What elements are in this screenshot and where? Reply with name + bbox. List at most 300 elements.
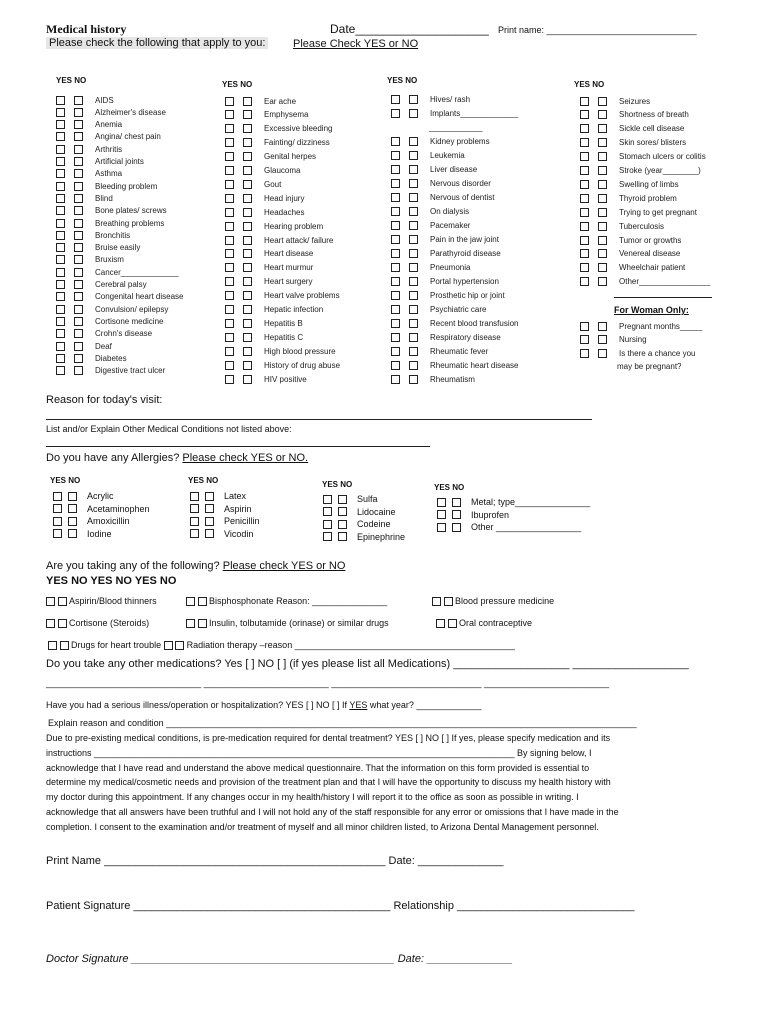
no-checkbox[interactable]	[338, 507, 347, 516]
allergy-label: Amoxicillin	[87, 516, 130, 526]
yes-checkbox[interactable]	[56, 182, 65, 191]
no-checkbox[interactable]	[243, 249, 252, 258]
no-checkbox[interactable]	[598, 166, 607, 175]
yes-checkbox[interactable]	[56, 255, 65, 264]
yes-checkbox[interactable]	[225, 375, 234, 384]
condition-row	[391, 135, 490, 147]
yes-checkbox[interactable]	[225, 277, 234, 286]
condition-row	[225, 109, 308, 121]
condition-row	[580, 262, 685, 274]
yes-checkbox[interactable]	[391, 333, 400, 342]
yes-checkbox[interactable]	[580, 138, 589, 147]
no-checkbox[interactable]	[409, 165, 418, 174]
yes-checkbox[interactable]	[580, 335, 589, 344]
yes-checkbox[interactable]	[580, 277, 589, 286]
no-checkbox[interactable]	[409, 151, 418, 160]
condition-row	[225, 276, 312, 288]
no-checkbox[interactable]	[205, 517, 214, 526]
condition-row	[580, 137, 686, 149]
yes-checkbox[interactable]	[225, 222, 234, 231]
insulin-no-checkbox[interactable]	[198, 619, 207, 628]
insulin-yes-checkbox[interactable]	[186, 619, 195, 628]
doctor-signature[interactable]: Doctor Signature ___________________________________________ Date: ______________	[46, 953, 513, 965]
no-checkbox[interactable]	[598, 138, 607, 147]
condition-row	[225, 220, 323, 232]
yes-checkbox[interactable]	[225, 152, 234, 161]
yes-checkbox[interactable]	[225, 124, 234, 133]
yes-checkbox[interactable]	[225, 194, 234, 203]
no-checkbox[interactable]	[74, 206, 83, 215]
yes-checkbox[interactable]	[580, 208, 589, 217]
no-checkbox[interactable]	[598, 263, 607, 272]
no-checkbox[interactable]	[409, 207, 418, 216]
no-checkbox[interactable]	[68, 492, 77, 501]
no-checkbox[interactable]	[205, 492, 214, 501]
illness-explain[interactable]: Explain reason and condition ______________________________________________________________________________________________	[48, 718, 637, 728]
condition-row	[391, 93, 470, 105]
yes-checkbox[interactable]	[580, 152, 589, 161]
no-checkbox[interactable]	[409, 193, 418, 202]
reason-line[interactable]	[46, 419, 592, 420]
radiation-no-checkbox[interactable]	[175, 641, 184, 650]
yes-checkbox[interactable]	[225, 291, 234, 300]
condition-label: Rheumatism	[430, 374, 475, 384]
condition-label: Asthma	[95, 169, 123, 179]
yes-checkbox[interactable]	[323, 520, 332, 529]
condition-row	[225, 192, 304, 204]
no-checkbox[interactable]	[243, 361, 252, 370]
condition-label: Heart attack/ failure	[264, 235, 334, 245]
yes-checkbox[interactable]	[190, 504, 199, 513]
other-meds-question[interactable]: Do you take any other medications? Yes [ ] NO [ ] (if yes please list all Medications) ___________________ ___________________	[46, 658, 689, 670]
contraceptive-yes-checkbox[interactable]	[436, 619, 445, 628]
allergy-row	[190, 504, 252, 514]
yes-checkbox[interactable]	[56, 206, 65, 215]
bp-yes-checkbox[interactable]	[432, 597, 441, 606]
yes-checkbox[interactable]	[391, 179, 400, 188]
no-checkbox[interactable]	[68, 504, 77, 513]
no-checkbox[interactable]	[409, 333, 418, 342]
insulin-label: Insulin, tolbutamide (orinase) or similar drugs	[209, 618, 389, 628]
no-checkbox[interactable]	[243, 97, 252, 106]
condition-label: Hepatitis B	[264, 318, 303, 328]
yes-checkbox[interactable]	[225, 180, 234, 189]
yes-checkbox[interactable]	[225, 138, 234, 147]
yes-checkbox[interactable]	[391, 235, 400, 244]
condition-label: Breathing problems	[95, 218, 165, 228]
yes-checkbox[interactable]	[56, 145, 65, 154]
bp-label: Blood pressure medicine	[455, 596, 555, 606]
no-checkbox[interactable]	[409, 263, 418, 272]
no-checkbox[interactable]	[598, 97, 607, 106]
no-checkbox[interactable]	[74, 292, 83, 301]
yes-checkbox[interactable]	[437, 510, 446, 519]
condition-label: Fainting/ dizziness	[264, 138, 330, 148]
no-checkbox[interactable]	[74, 305, 83, 314]
condition-label: Other________________	[619, 277, 711, 287]
condition-row	[580, 165, 701, 177]
no-checkbox[interactable]	[243, 138, 252, 147]
no-checkbox[interactable]	[409, 305, 418, 314]
aspirin-yes-checkbox[interactable]	[46, 597, 55, 606]
no-checkbox[interactable]	[74, 354, 83, 363]
no-checkbox[interactable]	[74, 231, 83, 240]
yes-checkbox[interactable]	[56, 342, 65, 351]
yes-checkbox[interactable]	[53, 529, 62, 538]
yes-checkbox[interactable]	[580, 180, 589, 189]
no-checkbox[interactable]	[598, 124, 607, 133]
no-checkbox[interactable]	[243, 166, 252, 175]
condition-row	[580, 206, 697, 218]
no-checkbox[interactable]	[243, 180, 252, 189]
no-checkbox[interactable]	[74, 120, 83, 129]
yes-checkbox[interactable]	[56, 219, 65, 228]
no-checkbox[interactable]	[68, 517, 77, 526]
yes-checkbox[interactable]	[190, 492, 199, 501]
bisphosphonate-label: Bisphosphonate Reason: _______________	[209, 596, 388, 606]
no-checkbox[interactable]	[598, 152, 607, 161]
condition-row	[56, 291, 184, 303]
yes-checkbox[interactable]	[56, 120, 65, 129]
meds-row-1c	[432, 596, 554, 606]
condition-label: Congenital heart disease	[95, 292, 184, 302]
no-checkbox[interactable]	[452, 510, 461, 519]
condition-label: Pacemaker	[430, 220, 471, 230]
condition-row	[56, 119, 122, 131]
condition-label: Genital herpes	[264, 152, 317, 162]
other-conditions-line[interactable]	[46, 446, 430, 447]
yes-checkbox[interactable]	[391, 137, 400, 146]
yes-checkbox[interactable]	[56, 194, 65, 203]
yes-checkbox[interactable]	[56, 96, 65, 105]
no-checkbox[interactable]	[598, 277, 607, 286]
check-instruction: Please check the following that apply to you:	[46, 37, 268, 49]
yes-checkbox[interactable]	[225, 347, 234, 356]
no-checkbox[interactable]	[409, 277, 418, 286]
yes-checkbox[interactable]	[437, 523, 446, 532]
no-checkbox[interactable]	[409, 221, 418, 230]
yes-checkbox[interactable]	[56, 354, 65, 363]
illness-question[interactable]: Have you had a serious illness/operation or hospitalization? YES [ ] NO [ ] If YES what year? _____________	[46, 700, 482, 710]
condition-label: Bronchitis	[95, 230, 131, 240]
yes-checkbox[interactable]	[225, 97, 234, 106]
yes-checkbox[interactable]	[56, 157, 65, 166]
no-checkbox[interactable]	[243, 347, 252, 356]
no-checkbox[interactable]	[68, 529, 77, 538]
no-checkbox[interactable]	[74, 145, 83, 154]
no-checkbox[interactable]	[409, 109, 418, 118]
condition-label: Thyroid problem	[619, 193, 677, 203]
condition-label: Pneumonia	[430, 262, 471, 272]
no-checkbox[interactable]	[243, 291, 252, 300]
yes-checkbox[interactable]	[580, 249, 589, 258]
heart-drugs-yes-checkbox[interactable]	[48, 641, 57, 650]
yes-checkbox[interactable]	[56, 268, 65, 277]
allergy-row	[437, 510, 509, 520]
no-checkbox[interactable]	[74, 268, 83, 277]
condition-row	[391, 373, 475, 385]
no-checkbox[interactable]	[409, 179, 418, 188]
no-checkbox[interactable]	[243, 277, 252, 286]
yes-checkbox[interactable]	[56, 243, 65, 252]
no-checkbox[interactable]	[205, 504, 214, 513]
yes-checkbox[interactable]	[323, 507, 332, 516]
condition-label: Parathyroid disease	[430, 248, 501, 258]
yes-checkbox[interactable]	[391, 305, 400, 314]
yes-checkbox[interactable]	[323, 495, 332, 504]
yes-checkbox[interactable]	[580, 263, 589, 272]
condition-row	[225, 290, 340, 302]
no-checkbox[interactable]	[243, 333, 252, 342]
condition-label: Diabetes	[95, 353, 127, 363]
no-checkbox[interactable]	[598, 236, 607, 245]
allergy-row	[323, 519, 391, 529]
yes-checkbox[interactable]	[580, 349, 589, 358]
no-checkbox[interactable]	[598, 349, 607, 358]
yes-checkbox[interactable]	[56, 169, 65, 178]
no-checkbox[interactable]	[74, 108, 83, 117]
yes-checkbox[interactable]	[56, 132, 65, 141]
no-checkbox[interactable]	[74, 243, 83, 252]
no-checkbox[interactable]	[74, 219, 83, 228]
meds-row-1	[46, 596, 157, 606]
yes-checkbox[interactable]	[190, 517, 199, 526]
yes-checkbox[interactable]	[391, 277, 400, 286]
no-checkbox[interactable]	[598, 222, 607, 231]
yes-checkbox[interactable]	[225, 263, 234, 272]
yes-checkbox[interactable]	[190, 529, 199, 538]
no-checkbox[interactable]	[74, 342, 83, 351]
yes-checkbox[interactable]	[225, 249, 234, 258]
date-field[interactable]: Date____________________	[330, 22, 489, 36]
page-title: Medical history	[46, 22, 127, 36]
allergy-row	[190, 491, 246, 501]
condition-label: Liver disease	[430, 164, 478, 174]
no-checkbox[interactable]	[598, 180, 607, 189]
yes-checkbox[interactable]	[56, 305, 65, 314]
condition-label: Gout	[264, 179, 282, 189]
condition-row	[56, 365, 165, 377]
yes-checkbox[interactable]	[391, 319, 400, 328]
yes-checkbox[interactable]	[391, 95, 400, 104]
no-checkbox[interactable]	[243, 375, 252, 384]
condition-label: Emphysema	[264, 110, 309, 120]
no-checkbox[interactable]	[338, 532, 347, 541]
no-checkbox[interactable]	[598, 110, 607, 119]
no-checkbox[interactable]	[74, 182, 83, 191]
contraceptive-no-checkbox[interactable]	[448, 619, 457, 628]
no-checkbox[interactable]	[598, 194, 607, 203]
col1-yes-no-header: YES NO	[56, 76, 87, 85]
no-checkbox[interactable]	[452, 523, 461, 532]
no-checkbox[interactable]	[243, 222, 252, 231]
other-meds-line[interactable]: _______________________________ _________________________ ______________________________ _________________________	[46, 678, 610, 688]
yes-checkbox[interactable]	[580, 110, 589, 119]
allergy-row	[323, 494, 378, 504]
no-checkbox[interactable]	[74, 157, 83, 166]
yes-checkbox[interactable]	[53, 492, 62, 501]
yes-checkbox[interactable]	[580, 322, 589, 331]
women-only-row	[580, 320, 702, 332]
yes-checkbox[interactable]	[225, 305, 234, 314]
condition-row	[225, 137, 330, 149]
no-checkbox[interactable]	[74, 194, 83, 203]
consent-line: acknowledge that all answers have been truthful and I will not hold any of the staff responsible for any error or omissions that I have made in the	[46, 807, 619, 817]
no-checkbox[interactable]	[409, 249, 418, 258]
yes-checkbox[interactable]	[437, 498, 446, 507]
yes-checkbox[interactable]	[580, 124, 589, 133]
condition-row	[580, 95, 650, 107]
no-checkbox[interactable]	[409, 137, 418, 146]
women-only-row	[580, 334, 647, 346]
no-checkbox[interactable]	[409, 235, 418, 244]
yes-checkbox[interactable]	[53, 517, 62, 526]
print-name-signature[interactable]: Print Name ______________________________________________ Date: ______________	[46, 855, 504, 867]
patient-signature[interactable]: Patient Signature __________________________________________ Relationship _____________________________	[46, 900, 635, 912]
yes-checkbox[interactable]	[391, 109, 400, 118]
allergy-col4-header: YES NO	[434, 483, 465, 492]
yes-checkbox[interactable]	[391, 193, 400, 202]
yes-checkbox[interactable]	[391, 361, 400, 370]
yes-checkbox[interactable]	[225, 236, 234, 245]
condition-label: Head injury	[264, 193, 305, 203]
reason-label: Reason for today's visit:	[46, 394, 163, 406]
no-checkbox[interactable]	[74, 366, 83, 375]
yes-checkbox[interactable]	[53, 504, 62, 513]
condition-row	[56, 242, 140, 254]
allergy-label: Aspirin	[224, 503, 252, 514]
condition-label: Heart surgery	[264, 277, 313, 287]
yes-checkbox[interactable]	[391, 207, 400, 216]
check-yes-no-instruction: Please Check YES or NO	[293, 38, 419, 50]
no-checkbox[interactable]	[338, 520, 347, 529]
no-checkbox[interactable]	[409, 95, 418, 104]
allergy-label: Lidocaine	[357, 506, 396, 517]
condition-label: Tuberculosis	[619, 221, 665, 231]
no-checkbox[interactable]	[409, 347, 418, 356]
no-checkbox[interactable]	[243, 194, 252, 203]
yes-checkbox[interactable]	[580, 194, 589, 203]
no-checkbox[interactable]	[74, 132, 83, 141]
yes-checkbox[interactable]	[391, 221, 400, 230]
consent-line: instructions ____________________________________________________________________________________ By signing below, I	[46, 747, 592, 758]
no-checkbox[interactable]	[452, 498, 461, 507]
no-checkbox[interactable]	[243, 152, 252, 161]
yes-checkbox[interactable]	[580, 236, 589, 245]
yes-checkbox[interactable]	[225, 208, 234, 217]
bisphosphonate-yes-checkbox[interactable]	[186, 597, 195, 606]
condition-row	[225, 178, 281, 190]
no-checkbox[interactable]	[74, 169, 83, 178]
meds-row-1b	[186, 596, 387, 606]
no-checkbox[interactable]	[243, 263, 252, 272]
yes-checkbox[interactable]	[225, 333, 234, 342]
bp-no-checkbox[interactable]	[444, 597, 453, 606]
no-checkbox[interactable]	[409, 291, 418, 300]
yes-checkbox[interactable]	[391, 151, 400, 160]
yes-checkbox[interactable]	[580, 222, 589, 231]
no-checkbox[interactable]	[338, 495, 347, 504]
cortisone-no-checkbox[interactable]	[58, 619, 67, 628]
no-checkbox[interactable]	[598, 208, 607, 217]
no-checkbox[interactable]	[598, 335, 607, 344]
women-only-label: Nursing	[619, 335, 647, 344]
no-checkbox[interactable]	[243, 236, 252, 245]
condition-row	[580, 192, 677, 204]
yes-checkbox[interactable]	[225, 361, 234, 370]
yes-checkbox[interactable]	[225, 166, 234, 175]
allergy-row	[437, 497, 590, 507]
condition-row	[225, 95, 296, 107]
yes-checkbox[interactable]	[580, 97, 589, 106]
no-checkbox[interactable]	[243, 124, 252, 133]
yes-checkbox[interactable]	[56, 292, 65, 301]
yes-checkbox[interactable]	[56, 317, 65, 326]
no-checkbox[interactable]	[74, 329, 83, 338]
no-checkbox[interactable]	[74, 317, 83, 326]
yes-checkbox[interactable]	[391, 249, 400, 258]
condition-row	[56, 143, 122, 155]
radiation-yes-checkbox[interactable]	[164, 641, 173, 650]
no-checkbox[interactable]	[243, 110, 252, 119]
aspirin-no-checkbox[interactable]	[58, 597, 67, 606]
condition-row	[391, 177, 491, 189]
no-checkbox[interactable]	[243, 305, 252, 314]
yes-checkbox[interactable]	[56, 366, 65, 375]
condition-row	[225, 234, 333, 246]
no-checkbox[interactable]	[409, 375, 418, 384]
yes-checkbox[interactable]	[56, 108, 65, 117]
yes-checkbox[interactable]	[225, 110, 234, 119]
no-checkbox[interactable]	[74, 280, 83, 289]
yes-checkbox[interactable]	[391, 263, 400, 272]
yes-checkbox[interactable]	[56, 329, 65, 338]
allergy-col3-header: YES NO	[322, 480, 353, 489]
yes-checkbox[interactable]	[391, 165, 400, 174]
no-checkbox[interactable]	[243, 319, 252, 328]
yes-checkbox[interactable]	[391, 375, 400, 384]
bisphosphonate-no-checkbox[interactable]	[198, 597, 207, 606]
consent-line: my doctor during this appointment. If any changes occur in my health/history I will report it to the office as soon as possible in writing. I	[46, 792, 579, 803]
yes-checkbox[interactable]	[580, 166, 589, 175]
no-checkbox[interactable]	[74, 255, 83, 264]
yes-checkbox[interactable]	[56, 231, 65, 240]
allergy-row	[437, 522, 581, 532]
yes-checkbox[interactable]	[391, 347, 400, 356]
yes-checkbox[interactable]	[391, 291, 400, 300]
no-checkbox[interactable]	[409, 319, 418, 328]
condition-row	[56, 315, 163, 327]
no-checkbox[interactable]	[205, 529, 214, 538]
condition-label: Portal hypertension	[430, 276, 499, 286]
allergy-row	[53, 529, 112, 539]
condition-row	[225, 317, 303, 329]
yes-checkbox[interactable]	[56, 280, 65, 289]
meds-row-2b	[186, 618, 389, 628]
heart-drugs-no-checkbox[interactable]	[60, 641, 69, 650]
no-checkbox[interactable]	[243, 208, 252, 217]
cortisone-yes-checkbox[interactable]	[46, 619, 55, 628]
print-name-field[interactable]: Print name: ______________________________	[498, 25, 697, 35]
no-checkbox[interactable]	[74, 96, 83, 105]
no-checkbox[interactable]	[409, 361, 418, 370]
no-checkbox[interactable]	[598, 322, 607, 331]
condition-label: Blind	[95, 193, 113, 203]
no-checkbox[interactable]	[598, 249, 607, 258]
yes-checkbox[interactable]	[225, 319, 234, 328]
yes-checkbox[interactable]	[323, 532, 332, 541]
women-only-label: Pregnant months_____	[619, 321, 703, 331]
